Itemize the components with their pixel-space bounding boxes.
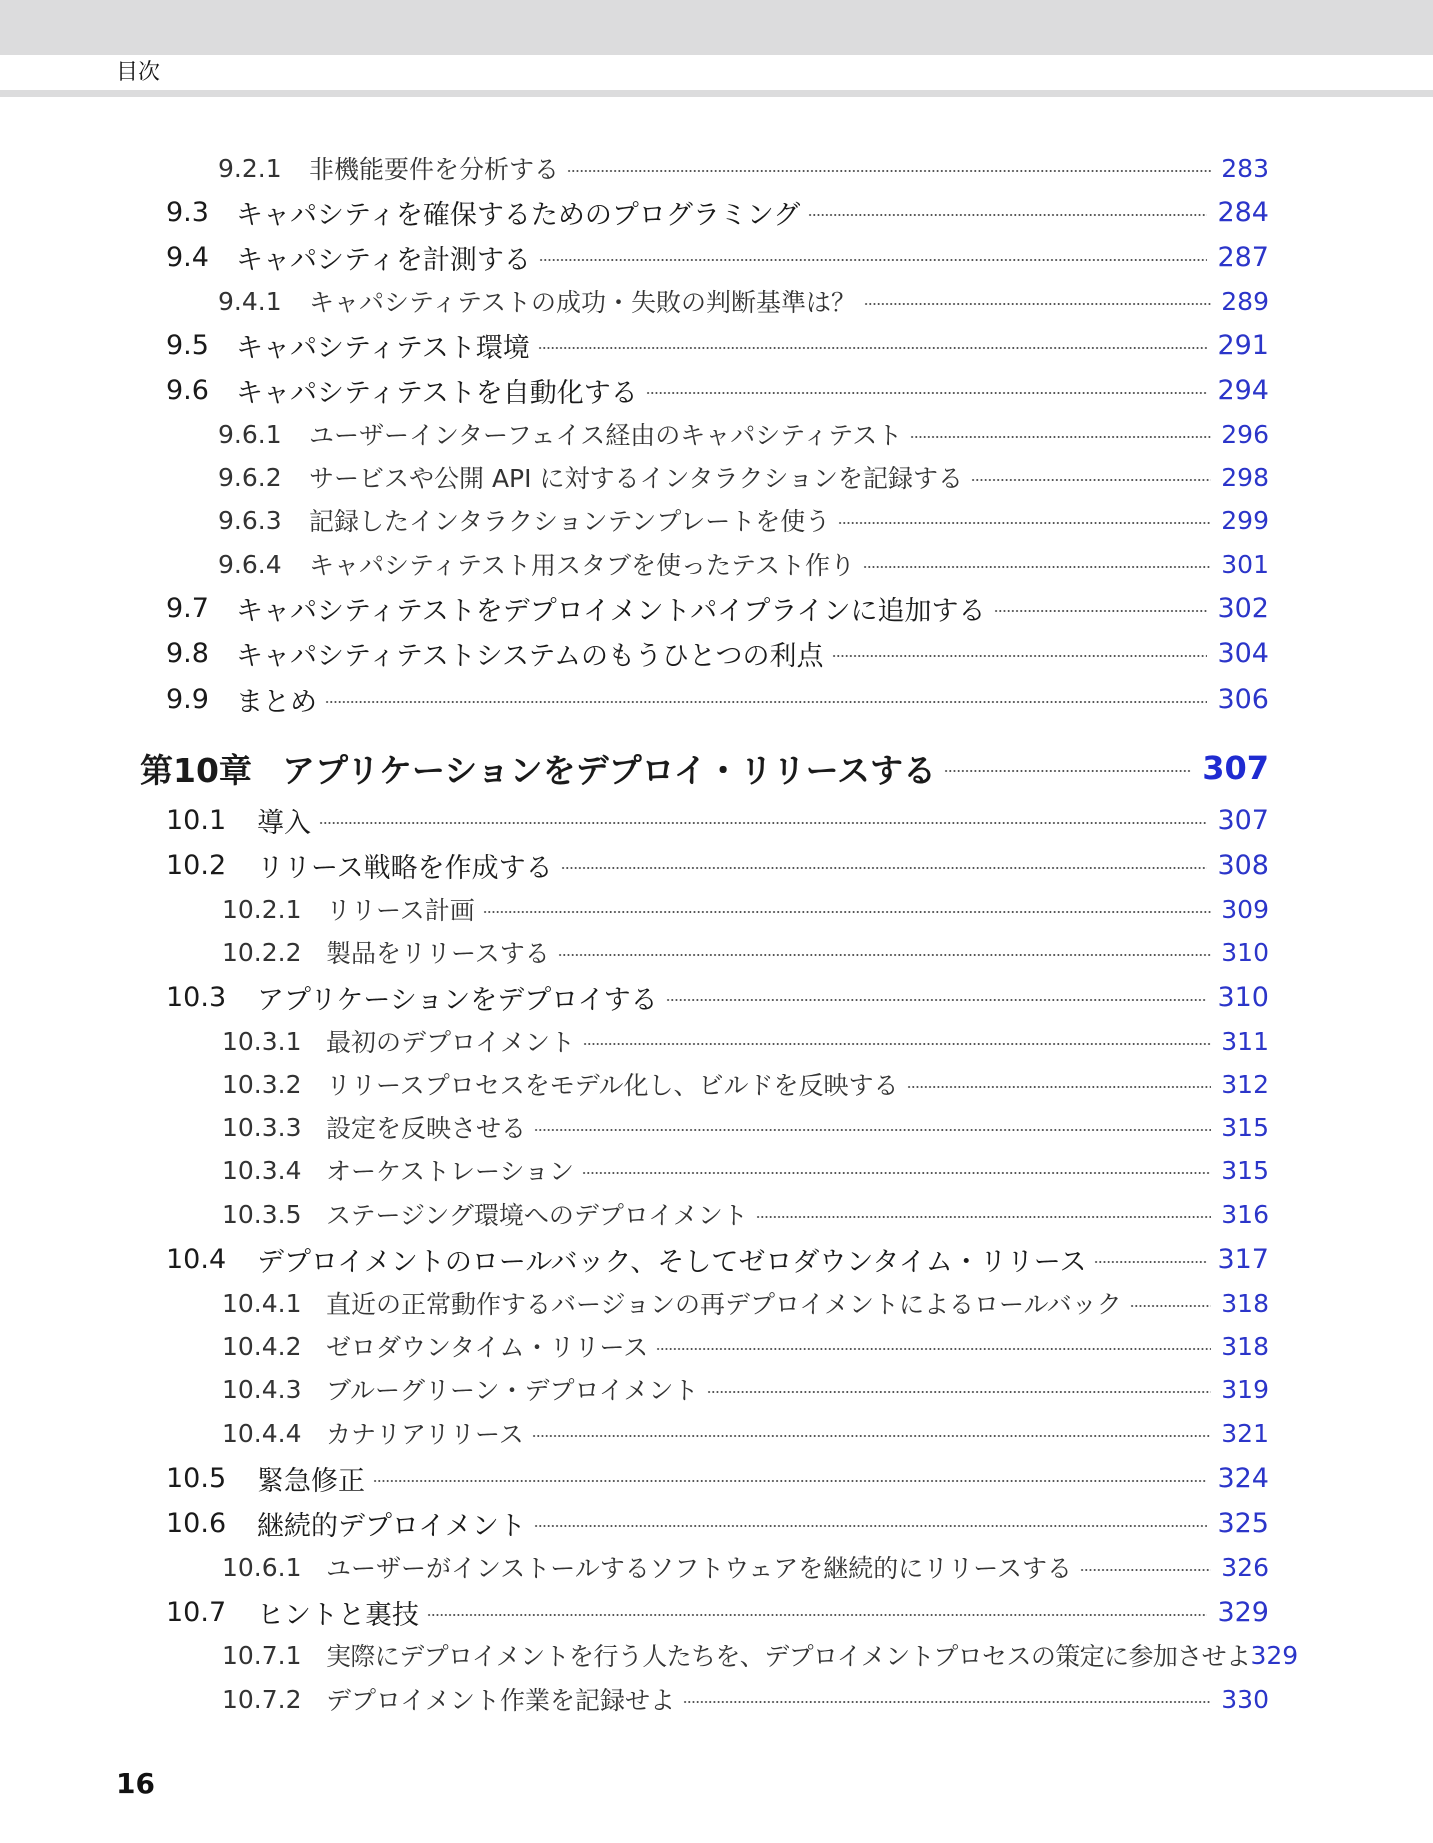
entry-title: ブルーグリーン・デプロイメント [326,1376,699,1405]
entry-number: 10.5 [166,1462,227,1494]
entry-number: 10.3.4 [222,1155,302,1185]
entry-number: 10.2.1 [222,894,302,924]
page-link[interactable]: 326 [1221,1552,1269,1582]
entry-title: リリースプロセスをモデル化し、ビルドを反映する [326,1071,899,1100]
dot-leader [1094,1261,1207,1263]
page-link[interactable]: 318 [1221,1288,1269,1318]
entry-title: ゼロダウンタイム・リリース [326,1333,649,1362]
entry-number: 10.7 [166,1596,227,1628]
page-link[interactable]: 324 [1217,1462,1269,1494]
entry-title: 緊急修正 [257,1465,365,1497]
dot-leader [666,999,1208,1001]
entry-number: 10.1 [166,804,227,836]
dot-leader [539,259,1208,261]
dot-leader [907,1086,1212,1088]
entry-title: キャパシティテストシステムのもうひとつの利点 [236,640,824,672]
entry-number: 10.3 [166,981,227,1013]
entry-title: 継続的デプロイメント [257,1510,526,1542]
entry-number: 10.3.1 [222,1026,302,1056]
entry-number: 10.4 [166,1243,227,1275]
toc-entry[interactable] [222,1326,1269,1366]
entry-number: 10.2 [166,849,227,881]
entry-number: 9.7 [166,592,209,624]
top-gray-band [0,0,1433,55]
chapter-title: アプリケーションをデプロイ・リリースする [281,750,936,790]
page-link[interactable]: 312 [1221,1069,1269,1099]
entry-title: キャパシティテストを自動化する [236,377,638,409]
page-link[interactable]: 318 [1221,1331,1269,1361]
toc-entry[interactable] [218,148,1269,188]
page-link[interactable]: 315 [1221,1155,1269,1185]
toc-entry[interactable] [166,237,1269,277]
entry-number: 10.7.1 [222,1640,302,1670]
toc-entry[interactable] [218,457,1269,497]
dot-leader [808,214,1207,216]
page-link[interactable]: 289 [1221,286,1269,316]
entry-number: 10.4.4 [222,1418,302,1448]
toc-entry[interactable] [166,192,1269,232]
entry-number: 10.4.3 [222,1374,302,1404]
dot-leader [483,911,1212,913]
toc-entry[interactable] [166,1503,1269,1543]
dot-leader [971,479,1211,481]
entry-title: 導入 [257,807,311,839]
entry-title: 記録したインタラクションテンプレートを使う [309,507,831,536]
page-link[interactable]: 329 [1217,1596,1269,1628]
entry-number: 10.4.1 [222,1288,302,1318]
dot-leader [683,1701,1211,1703]
toc-entry[interactable] [222,1283,1269,1323]
dot-leader [538,347,1208,349]
page-link[interactable]: 309 [1221,894,1269,924]
entry-number: 10.6 [166,1507,227,1539]
page-link[interactable]: 302 [1217,592,1269,624]
dot-leader [1130,1305,1212,1307]
dot-leader [325,701,1207,703]
page-link[interactable]: 317 [1217,1243,1269,1275]
dot-leader [583,1043,1211,1045]
page-link[interactable]: 299 [1221,505,1269,535]
entry-title: デプロイメントのロールバック、そしてゼロダウンタイム・リリース [257,1246,1087,1278]
toc-entry[interactable] [166,845,1269,885]
page-link[interactable]: 308 [1217,849,1269,881]
page-link[interactable]: 330 [1221,1684,1269,1714]
page-link[interactable]: 315 [1221,1112,1269,1142]
entry-title: キャパシティを計測する [236,244,531,276]
entry-title: デプロイメント作業を記録せよ [326,1686,676,1715]
dot-leader [567,170,1211,172]
entry-title: カナリアリリース [326,1420,524,1449]
toc-entry[interactable] [218,414,1269,454]
dot-leader [910,436,1211,438]
toc-entry[interactable] [218,281,1269,321]
entry-title: キャパシティテスト環境 [236,332,530,364]
page-link[interactable]: 283 [1221,153,1269,183]
dot-leader [832,655,1208,657]
page-link[interactable]: 284 [1217,196,1269,228]
toc-entry[interactable] [222,1679,1269,1719]
page-link[interactable]: 304 [1217,637,1269,669]
entry-number: 10.3.5 [222,1199,302,1229]
entry-title: 設定を反映させる [326,1114,527,1143]
toc-entry[interactable] [166,325,1269,365]
toc-chapter-entry[interactable] [140,743,1269,793]
toc-entry[interactable] [166,1458,1269,1498]
entry-title: キャパシティテストをデプロイメントパイプラインに追加する [236,595,986,627]
toc-entry[interactable] [166,370,1269,410]
toc-entry[interactable] [222,1369,1269,1409]
entry-number: 9.6.3 [218,505,282,535]
entry-number: 9.5 [166,329,209,361]
toc-entry[interactable] [166,1239,1269,1279]
page-link[interactable]: 310 [1217,981,1269,1013]
toc-entry[interactable] [222,1107,1269,1147]
dot-leader [994,610,1208,612]
page-link[interactable]: 310 [1221,937,1269,967]
toc-entry[interactable] [166,1592,1269,1632]
dot-leader [427,1614,1207,1616]
entry-title: オーケストレーション [326,1157,575,1186]
page-link[interactable]: 306 [1217,683,1269,715]
entry-number: 10.2.2 [222,937,302,967]
dot-leader [582,1172,1211,1174]
page-link[interactable]: 294 [1217,374,1269,406]
entry-number: 10.4.2 [222,1331,302,1361]
entry-number: 9.2.1 [218,153,282,183]
entry-title: サービスや公開 API に対するインタラクションを記録する [309,464,963,493]
entry-number: 9.9 [166,683,209,715]
entry-title: ユーザーがインストールするソフトウェアを継続的にリリースする [326,1554,1073,1583]
entry-title: ヒントと裏技 [257,1599,419,1631]
dot-leader [863,566,1211,568]
page-link[interactable]: 296 [1221,419,1269,449]
toc-entry[interactable] [222,1150,1269,1190]
dot-leader [319,822,1207,824]
page-link[interactable]: 307 [1202,749,1269,787]
dot-leader [838,522,1211,524]
toc-entry[interactable] [218,500,1269,540]
page-link[interactable]: 311 [1221,1026,1269,1056]
dot-leader [1080,1569,1211,1571]
entry-title: 実際にデプロイメントを行う人たちを、デプロイメントプロセスの策定に参加させよ [326,1642,1251,1671]
dot-leader [534,1129,1211,1131]
page-link[interactable]: 325 [1217,1507,1269,1539]
page-link[interactable]: 321 [1221,1418,1269,1448]
page-link[interactable]: 316 [1221,1199,1269,1229]
dot-leader [561,867,1208,869]
entry-title: まとめ [236,686,317,718]
entry-title: ユーザーインターフェイス経由のキャパシティテスト [309,421,903,450]
dot-leader [558,954,1212,956]
page-link[interactable]: 298 [1221,462,1269,492]
dot-leader [656,1348,1211,1350]
entry-number: 10.7.2 [222,1684,302,1714]
dot-leader [707,1391,1212,1393]
page-link[interactable]: 301 [1221,549,1269,579]
entry-number: 9.4.1 [218,286,282,316]
chapter-number: 第10章 [140,750,252,790]
entry-title: リリース計画 [326,896,475,925]
page-link[interactable]: 307 [1217,804,1269,836]
toc-entry[interactable] [218,544,1269,584]
entry-title: アプリケーションをデプロイする [257,984,658,1016]
dot-leader [756,1216,1211,1218]
dot-leader [532,1435,1212,1437]
toc-entry[interactable] [166,800,1269,840]
entry-title: キャパシティを確保するためのプログラミング [236,199,801,231]
toc-entry[interactable] [222,1635,1299,1675]
entry-number: 9.6.1 [218,419,282,449]
entry-title: ステージング環境へのデプロイメント [326,1201,748,1230]
dot-leader [864,303,1211,305]
entry-title: キャパシティテスト用スタブを使ったテスト作り [309,551,856,580]
page-link[interactable]: 319 [1221,1374,1269,1404]
entry-number: 9.6 [166,374,209,406]
entry-number: 9.8 [166,637,209,669]
toc-entry[interactable] [222,1064,1269,1104]
page-link[interactable]: 287 [1217,241,1269,273]
entry-title: リリース戦略を作成する [257,852,553,884]
toc-entry[interactable] [222,932,1269,972]
toc-entry[interactable] [222,1194,1269,1234]
dot-leader [944,770,1192,772]
toc-entry[interactable] [166,588,1269,628]
page-number: 16 [116,1767,155,1800]
toc-entry[interactable] [222,889,1269,929]
entry-title: 製品をリリースする [326,939,550,968]
page-link[interactable]: 329 [1250,1640,1299,1670]
entry-number: 10.3.3 [222,1112,302,1142]
entry-title: キャパシティテストの成功・失敗の判断基準は？ [309,288,857,317]
entry-title: 最初のデプロイメント [326,1028,576,1057]
entry-number: 10.6.1 [222,1552,302,1582]
toc-entry[interactable] [222,1413,1269,1453]
toc-entry[interactable] [166,977,1269,1017]
dot-leader [646,392,1208,394]
entry-number: 9.6.4 [218,549,282,579]
dot-leader [373,1480,1207,1482]
toc-entry[interactable] [222,1547,1269,1587]
entry-number: 9.3 [166,196,209,228]
entry-title: 直近の正常動作するバージョンの再デプロイメントによるロールバック [326,1290,1122,1319]
header-rule [0,90,1433,97]
entry-number: 9.6.2 [218,462,282,492]
toc-entry[interactable] [166,679,1269,719]
dot-leader [534,1525,1208,1527]
toc-entry[interactable] [222,1021,1269,1061]
entry-number: 10.3.2 [222,1069,302,1099]
entry-title: 非機能要件を分析する [309,155,560,184]
running-head: 目次 [116,60,161,85]
entry-number: 9.4 [166,241,209,273]
page-link[interactable]: 291 [1217,329,1269,361]
toc-entry[interactable] [166,633,1269,673]
